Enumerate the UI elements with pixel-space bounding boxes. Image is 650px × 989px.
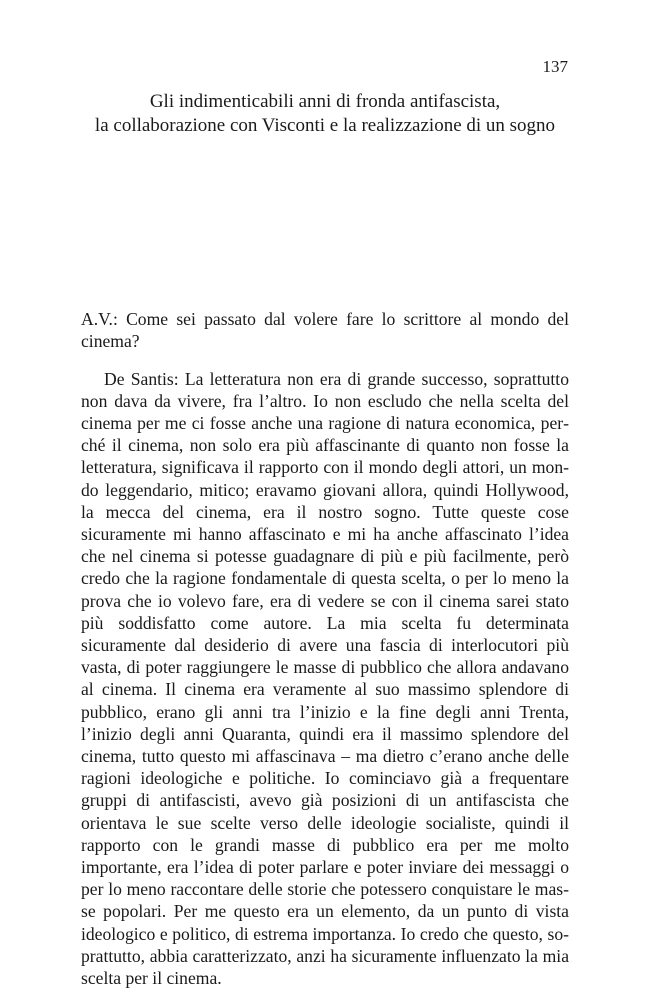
page-number: 137 [542, 57, 568, 76]
interview-question: A.V.: Come sei passato dal volere fare lo scrittore al mondo del cinema? [81, 308, 569, 351]
chapter-title [60, 90, 590, 138]
interview-answer: De Santis: La letteratura non era di grande successo, soprattutto non dava da vivere, fra l’altro. Io non escludo che nella scelta del cinema per me ci fosse anche una ragione di natura economica, perché il cinema, non solo era più affascinante di quanto non fosse la letteratura, significava il rapporto con il mondo degli attori, un mondo leggendario, mitico; eravamo giovani allora, quindi Hollywood, la mecca del cinema, era il nostro sogno. Tutte queste cose sicuramente mi hanno affascinato e mi ha anche affascinato l’idea che nel cinema si potesse guadagnare di più e più facilmente, però credo che la ragione fondamentale di questa scelta, o per lo meno la prova che io volevo fare, era di vedere se con il cinema sarei stato più soddisfatto come autore. La mia scelta fu determinata sicuramente dal desiderio di avere una fascia di interlocutori più vasta, di poter raggiungere le masse di pubblico che allora andavano al cinema. Il cinema era veramente al suo massimo splendore di pubblico, erano gli anni tra l’inizio e la fine degli anni Trenta, l’inizio degli anni Quaranta, quindi era il massimo splendore del cinema, tutto questo mi affascinava – ma dietro c’erano anche delle ragioni ideologiche e politiche. Io cominciavo già a frequentare gruppi di antifascisti, avevo già posizioni di un antifascista che orientava le sue scelte verso delle ideologie socialiste, quindi il rapporto con le grandi masse di pubblico era per me molto importante, era l’idea di poter parlare e poter inviare dei messaggi o per lo meno raccontare delle storie che potessero conquistare le masse popolari. Per me questo era un elemento, da un punto di vista ideologico e politico, di estrema importanza. Io credo che questo, soprattutto, abbia caratterizzato, anzi ha sicuramente influenzato la mia scelta per il cinema. [81, 368, 569, 989]
chapter-title-line-1: Gli indimenticabili anni di fronda antifascista, [149, 91, 501, 112]
chapter-title-line-2: la collaborazione con Visconti e la realizzazione di un sogno [94, 115, 556, 136]
